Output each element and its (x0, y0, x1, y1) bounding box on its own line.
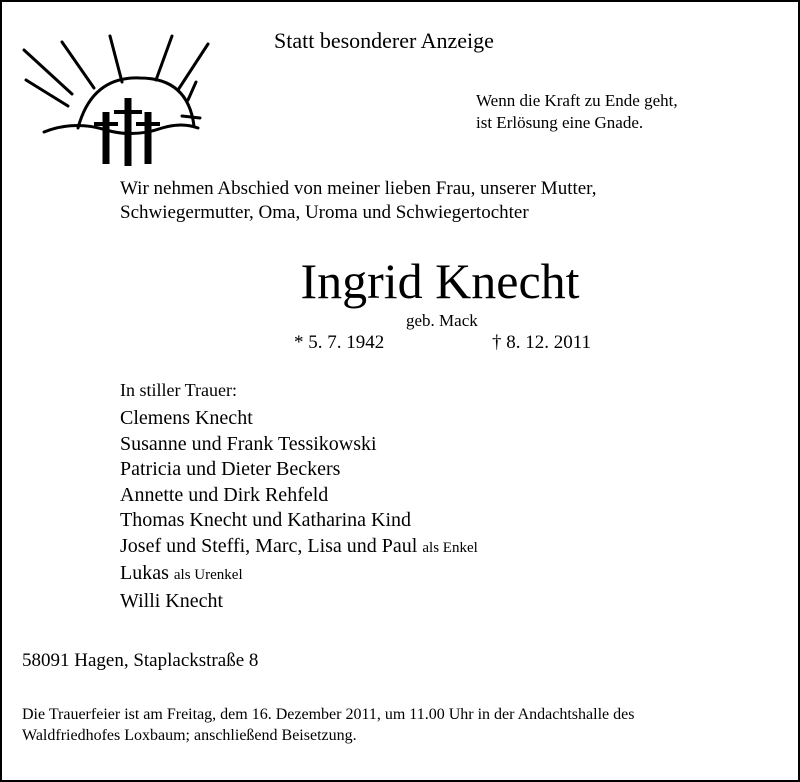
mourner-relation: als Urenkel (173, 567, 243, 583)
quote-line: ist Erlösung eine Gnade. (476, 113, 644, 132)
ceremony-line: Die Trauerfeier ist am Freitag, dem 16. Dezember 2011, um 11.00 Uhr in der Andachtshalle des (22, 706, 635, 723)
mourner-item (120, 534, 478, 562)
mourner-name: Thomas Knecht und Katharina Kind (120, 509, 412, 531)
mourner-item (120, 589, 478, 615)
mourner-name: Clemens Knecht (120, 407, 253, 429)
mourner-item (120, 406, 478, 432)
sunrise-with-three-crosses-icon (22, 28, 212, 168)
mourner-name: Annette und Dirk Rehfeld (120, 483, 329, 506)
intro-text (120, 177, 597, 225)
death-date: † 8. 12. 2011 (492, 332, 592, 353)
ceremony-info (22, 704, 634, 746)
header-title: Statt besonderer Anzeige (274, 28, 494, 53)
mourner-item (120, 483, 478, 509)
mourner-name: Willi Knecht (120, 589, 224, 612)
mourners-list (120, 406, 478, 614)
deceased-name: Ingrid Knecht (300, 253, 580, 309)
family-address: 58091 Hagen, Staplackstraße 8 (22, 650, 259, 671)
mourner-name: Susanne und Frank Tessikowski (120, 432, 377, 455)
maiden-name: geb. Mack (406, 311, 478, 330)
birth-date: * 5. 7. 1942 (294, 332, 385, 353)
mourner-name: Lukas (120, 562, 169, 584)
mourner-name: Patricia und Dieter Beckers (120, 458, 341, 480)
quote-line: Wenn die Kraft zu Ende geht, (476, 91, 678, 110)
ceremony-line: Waldfriedhofes Loxbaum; anschließend Beisetzung. (22, 727, 357, 744)
mourner-item (120, 432, 478, 458)
mourner-item (120, 457, 478, 483)
intro-line: Wir nehmen Abschied von meiner lieben Frau, unserer Mutter, (120, 178, 597, 199)
mourner-item (120, 561, 478, 589)
mourner-relation: als Enkel (422, 539, 478, 556)
mourner-name: Josef und Steffi, Marc, Lisa und Paul (120, 534, 418, 557)
mourner-item (120, 508, 478, 534)
intro-line: Schwiegermutter, Oma, Uroma und Schwiegertochter (120, 202, 529, 223)
quote (476, 90, 678, 134)
mourning-heading: In stiller Trauer: (120, 380, 237, 400)
